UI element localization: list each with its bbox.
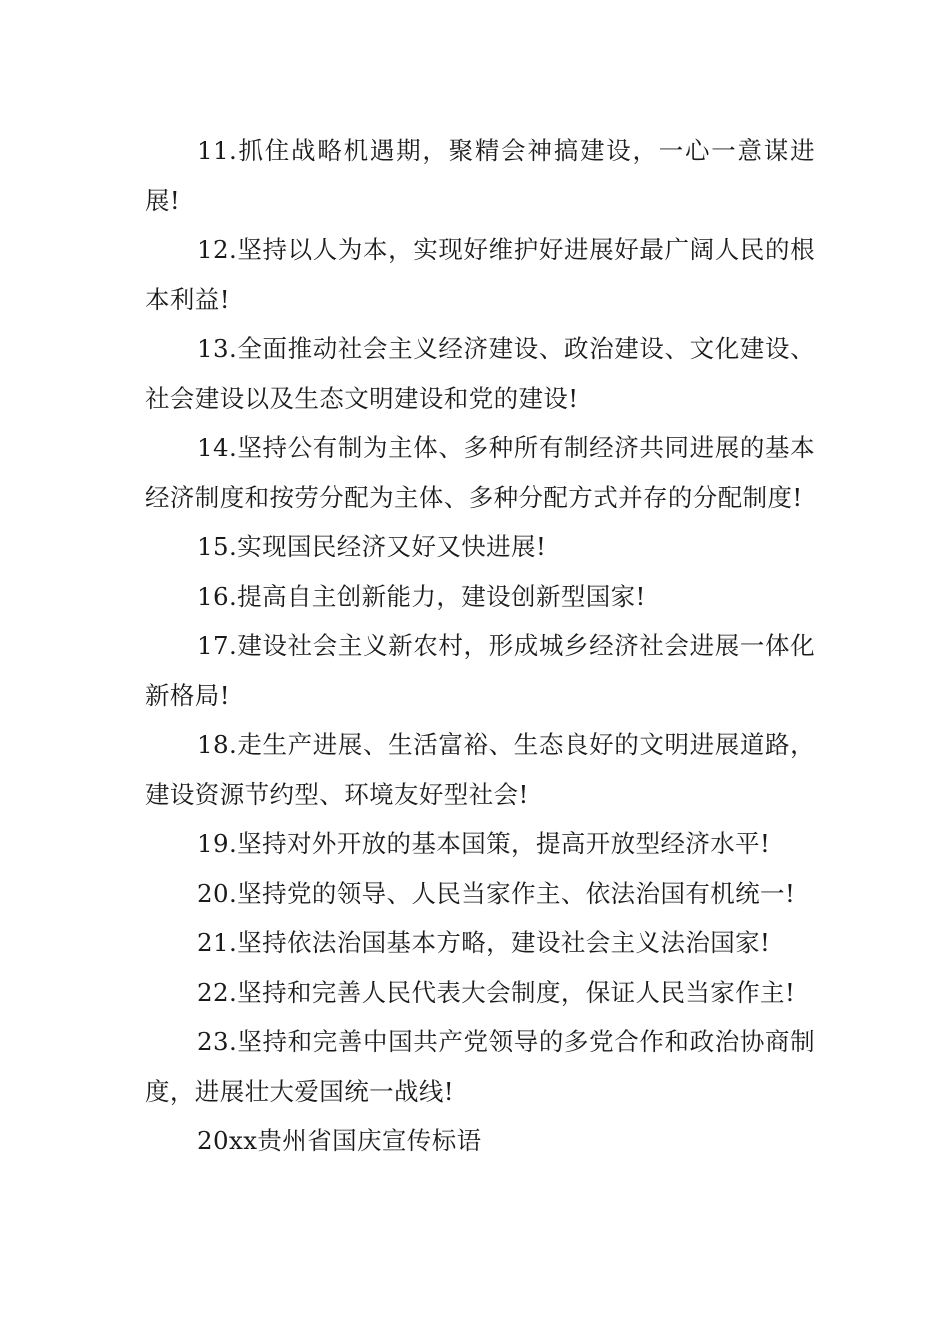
- slogan-paragraph-20: 20.坚持党的领导、人民当家作主、依法治国有机统一!: [197, 878, 796, 908]
- slogan-paragraph-16: 16.提高自主创新能力，建设创新型国家!: [197, 581, 646, 611]
- section-heading: 20xx贵州省国庆宣传标语: [197, 1126, 482, 1155]
- slogan-paragraph-13: 13.全面推动社会主义经济建设、政治建设、文化建设、社会建设以及生态文明建设和党的建设!: [145, 334, 815, 413]
- document-body: [145, 126, 815, 1166]
- slogan-paragraph-21: 21.坚持依法治国基本方略，建设社会主义法治国家!: [197, 928, 771, 957]
- slogan-paragraph-14: 14.坚持公有制为主体、多种所有制经济共同进展的基本经济制度和按劳分配为主体、多种分配方式并存的分配制度!: [145, 433, 815, 512]
- slogan-paragraph-17: 17.建设社会主义新农村，形成城乡经济社会进展一体化新格局!: [145, 631, 815, 710]
- slogan-paragraph-23: 23.坚持和完善中国共产党领导的多党合作和政治协商制度，进展壮大爱国统一战线!: [145, 1027, 815, 1106]
- slogan-paragraph-22: 22.坚持和完善人民代表大会制度，保证人民当家作主!: [197, 977, 796, 1007]
- slogan-paragraph-18: 18.走生产进展、生活富裕、生态良好的文明进展道路，建设资源节约型、环境友好型社会!: [145, 730, 815, 809]
- slogan-paragraph-11: 11.抓住战略机遇期，聚精会神搞建设，一心一意谋进展!: [145, 136, 815, 215]
- slogan-paragraph-12: 12.坚持以人为本，实现好维护好进展好最广阔人民的根本利益!: [145, 235, 815, 314]
- slogan-paragraph-19: 19.坚持对外开放的基本国策，提高开放型经济水平!: [197, 829, 771, 858]
- slogan-paragraph-15: 15.实现国民经济又好又快进展!: [197, 532, 547, 561]
